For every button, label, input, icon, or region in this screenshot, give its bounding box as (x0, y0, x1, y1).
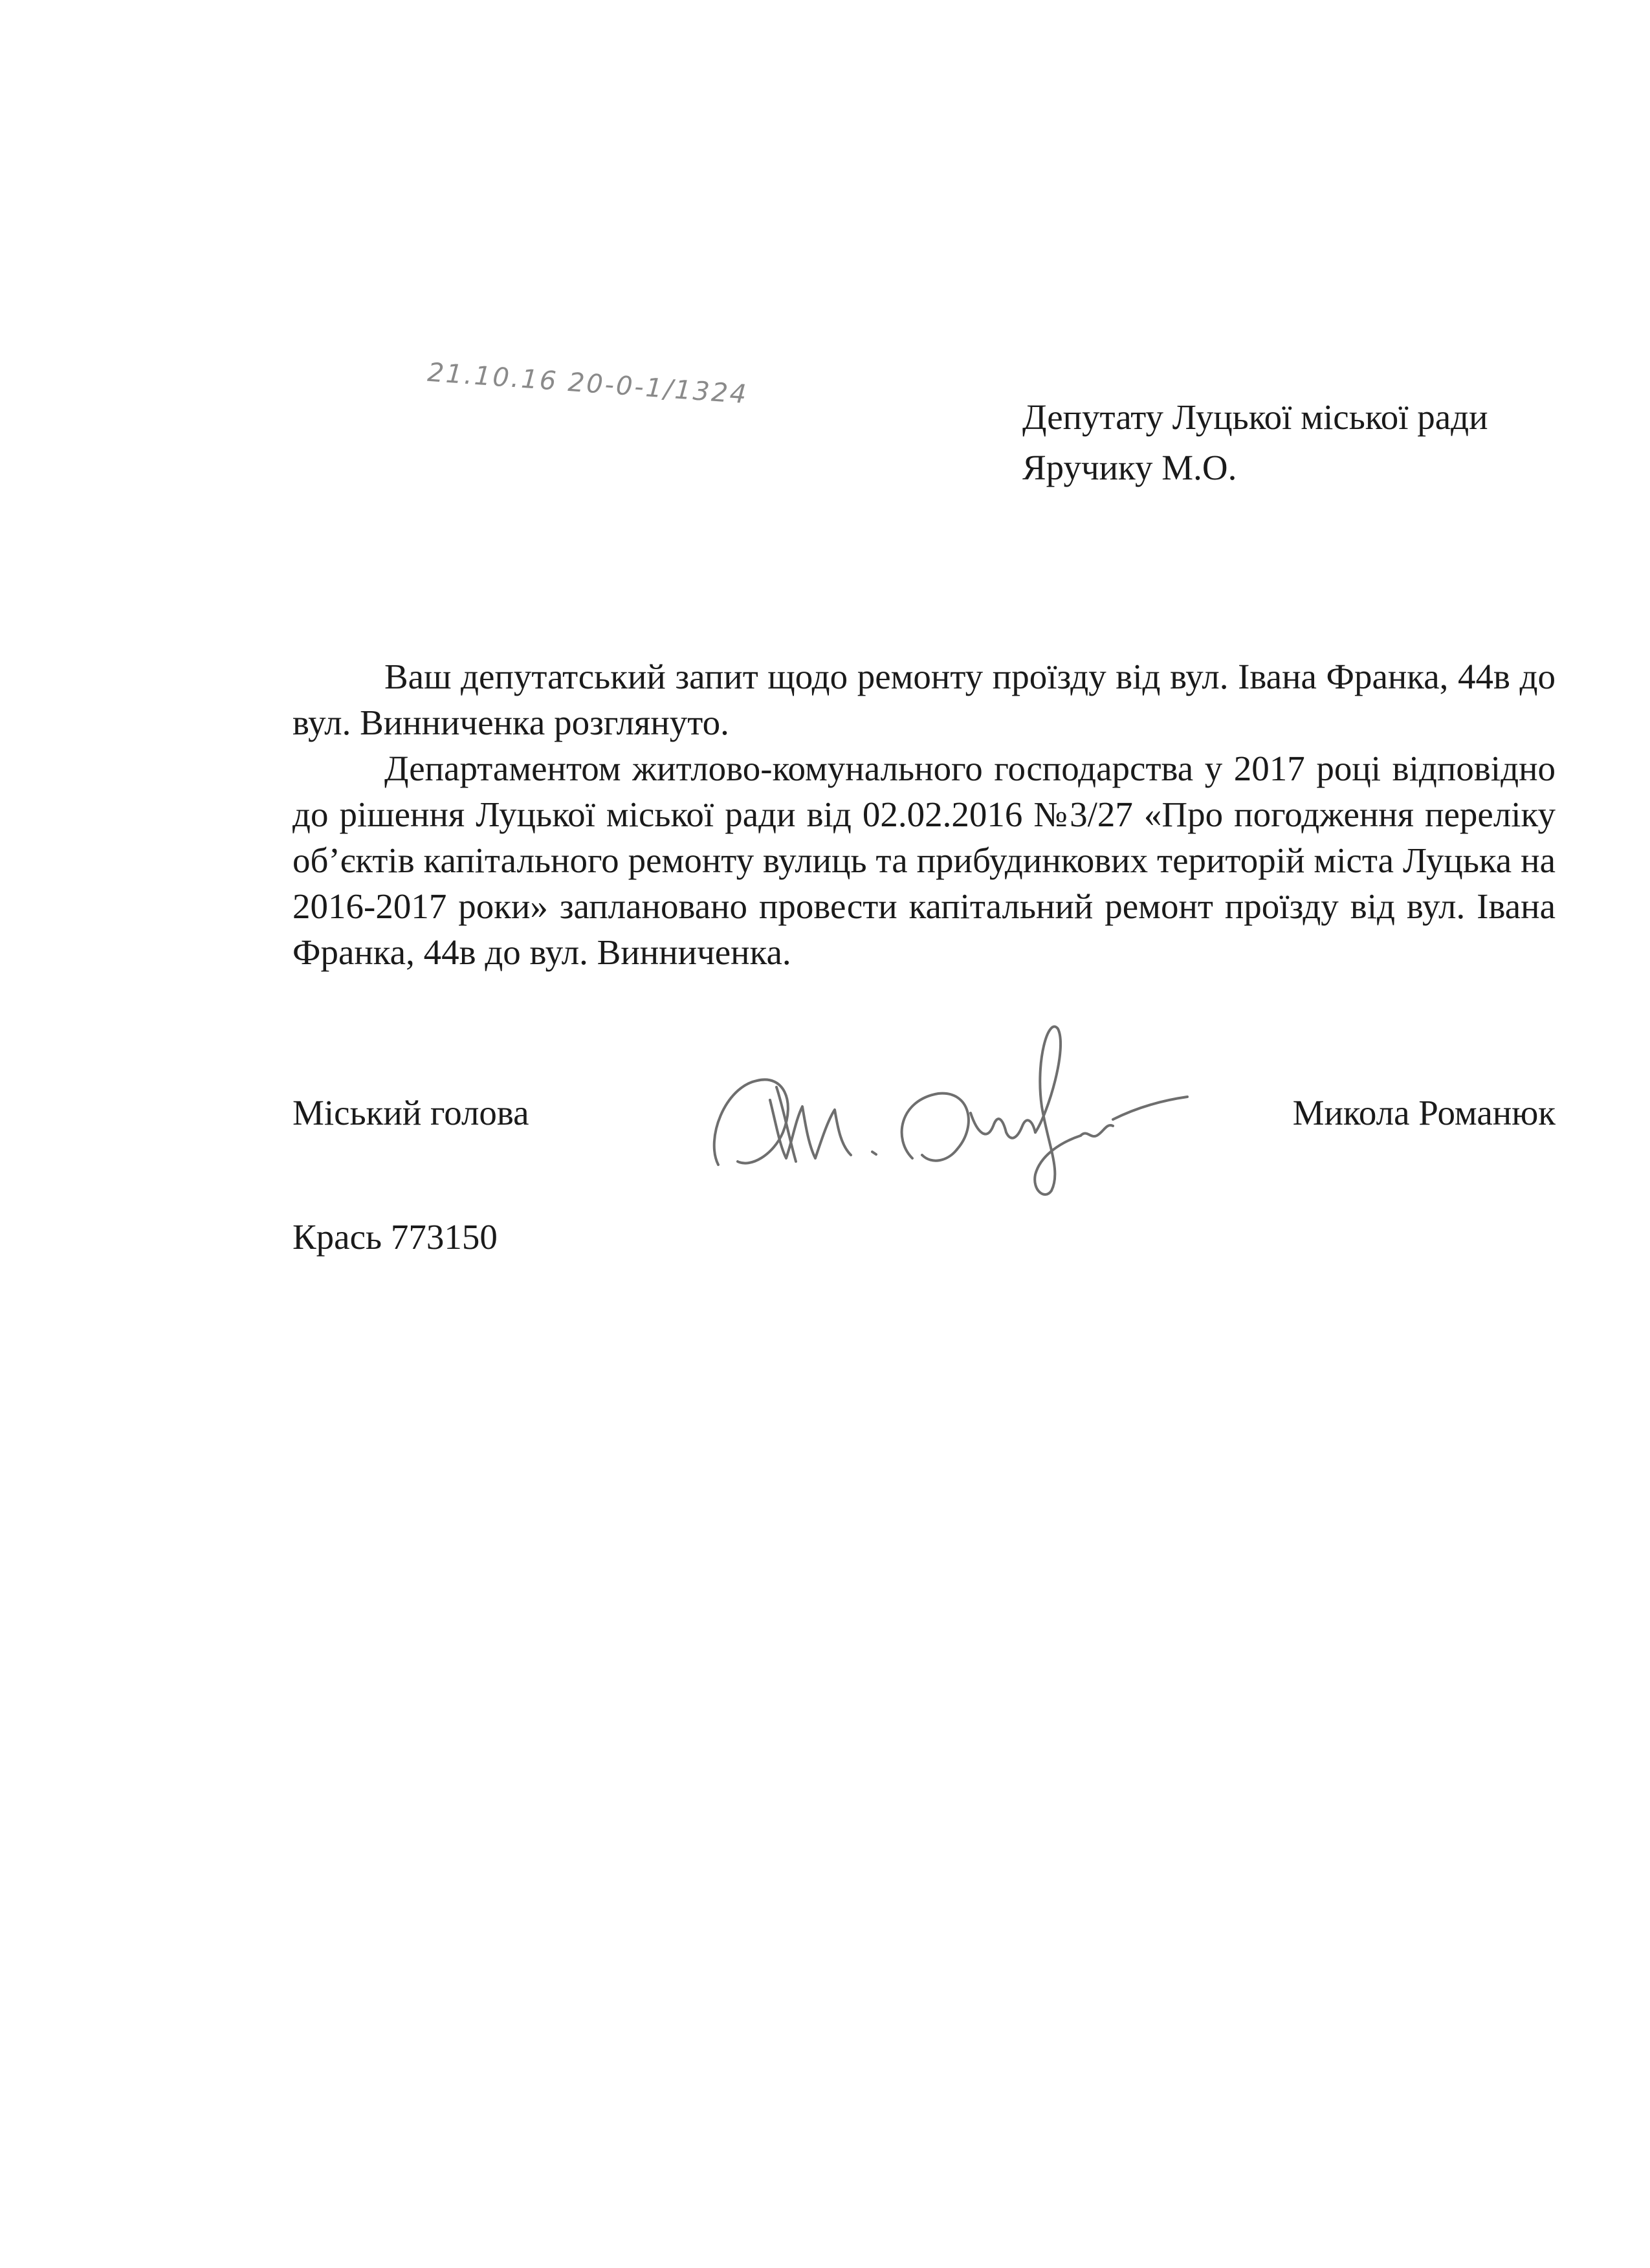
body-paragraph-2: Департаментом житлово-комунального господарства у 2017 році відповідно до рішення Луцької міської ради від 02.02.2016 №3/27 «Про погодження переліку об’єктів капітального ремонту вулиць та прибудинкових територій міста Луцька на 2016-2017 роки» заплановано провести капітальний ремонт проїзду від вул. Івана Франка, 44в до вул. Винниченка. (292, 749, 1556, 972)
addressee-block (1022, 392, 1488, 493)
addressee-title: Депутату Луцької міської ради (1022, 397, 1488, 437)
handwritten-signature-icon (699, 1009, 1191, 1204)
body-paragraph-1: Ваш депутатський запит щодо ремонту проїзду від вул. Івана Франка, 44в до вул. Винниченка розглянуто. (292, 657, 1556, 742)
executor-contact: Крась 773150 (292, 1217, 498, 1257)
letter-body (292, 654, 1556, 975)
addressee-name: Яручику М.О. (1022, 448, 1237, 487)
registration-note: 21.10.16 20-0-1/1324 (426, 357, 749, 410)
signatory-position: Міський голова (292, 1093, 529, 1132)
signatory-name: Микола Романюк (1292, 1093, 1556, 1132)
